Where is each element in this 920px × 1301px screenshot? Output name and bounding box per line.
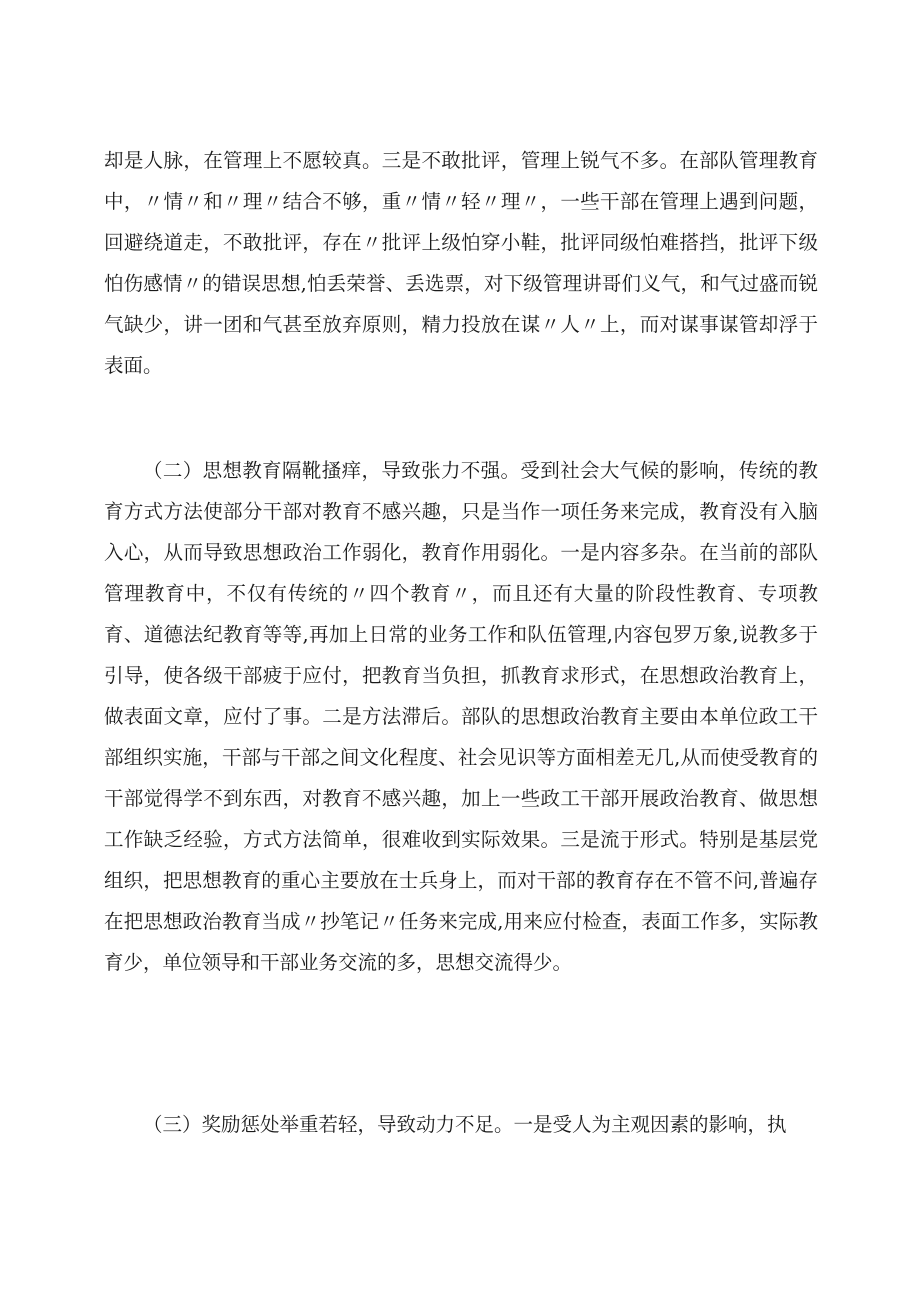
paragraph-text: （三）奖励惩处举重若轻，导致动力不足。一是受人为主观因素的影响，执 (143, 1113, 787, 1136)
paragraph-text: 却是人脉，在管理上不愿较真。三是不敢批评，管理上锐气不多。在部队管理教育中，〃情〃和〃理〃结合不够，重〃情〃轻〃理〃，一些干部在管理上遇到问题，回避绕道走，不敢批评，存在〃批评上级怕穿小鞋，批评同级怕难搭挡，批评下级怕伤感情〃的错误思想,怕丢荣誉、丢选票，对下级管理讲哥们义气，和气过盛而锐气缺少，讲一团和气甚至放弃原则，精力投放在谋〃人〃上，而对谋事谋管却浮于表面。 (104, 149, 818, 377)
paragraph-section-3 (104, 1104, 818, 1145)
paragraph-section-2 (104, 450, 818, 983)
paragraph-continuation (104, 140, 818, 386)
paragraph-text: （二）思想教育隔靴搔痒，导致张力不强。受到社会大气候的影响，传统的教育方式方法使部分干部对教育不感兴趣，只是当作一项任务来完成，教育没有入脑入心，从而导致思想政治工作弱化，教育作用弱化。一是内容多杂。在当前的部队管理教育中，不仅有传统的〃四个教育〃，而且还有大量的阶段性教育、专项教育、道德法纪教育等等,再加上日常的业务工作和队伍管理,内容包罗万象,说教多于引导，使各级干部疲于应付，把教育当负担，抓教育求形式，在思想政治教育上，做表面文章，应付了事。二是方法滞后。部队的思想政治教育主要由本单位政工干部组织实施，干部与干部之间文化程度、社会见识等方面相差无几,从而使受教育的干部觉得学不到东西，对教育不感兴趣，加上一些政工干部开展政治教育、做思想工作缺乏经验，方式方法简单，很难收到实际效果。三是流于形式。特别是基层党组织，把思想教育的重心主要放在士兵身上，而对干部的教育存在不管不问,普遍存在把思想政治教育当成〃抄笔记〃任务来完成,用来应付检查，表面工作多，实际教育少，单位领导和干部业务交流的多，思想交流得少。 (104, 459, 818, 974)
